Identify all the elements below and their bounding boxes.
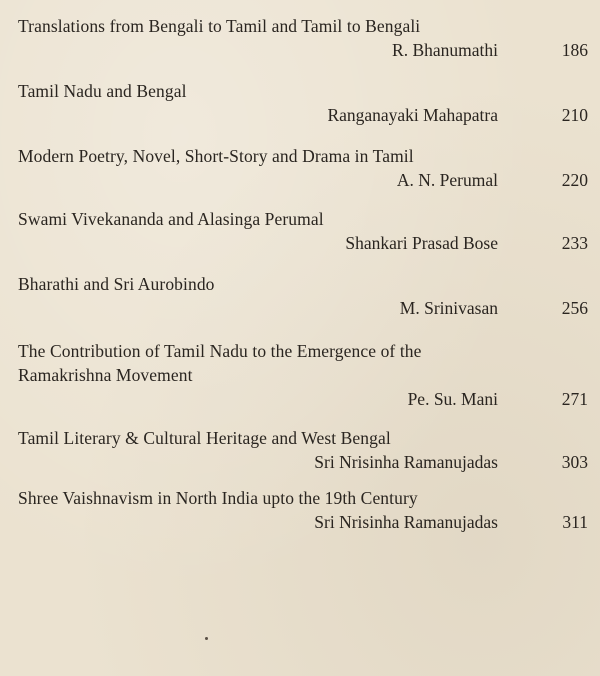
toc-entry — [18, 15, 590, 63]
entry-page-number: 256 — [561, 298, 588, 318]
entry-byline — [18, 169, 590, 193]
entry-page-number: 311 — [562, 512, 588, 532]
toc-entry — [18, 273, 590, 321]
entry-byline — [18, 104, 590, 128]
entry-title: Bharathi and Sri Aurobindo — [18, 274, 215, 294]
entry-title: Shree Vaishnavism in North India upto the 19th Century — [18, 488, 418, 508]
entry-title: Swami Vivekananda and Alasinga Perumal — [18, 209, 324, 229]
entry-author: Ranganayaki Mahapatra — [327, 105, 498, 125]
entry-title: Tamil Nadu and Bengal — [18, 81, 187, 101]
entry-title: Tamil Literary & Cultural Heritage and West Bengal — [18, 428, 391, 448]
toc-entry — [18, 80, 590, 128]
entry-page-number: 303 — [561, 452, 588, 472]
entry-author: M. Srinivasan — [399, 298, 498, 318]
entry-title: The Contribution of Tamil Nadu to the Emergence of the — [18, 341, 422, 361]
entry-byline — [18, 511, 590, 535]
entry-title-continued: Ramakrishna Movement — [18, 365, 193, 385]
entry-byline — [18, 39, 590, 63]
entry-title: Modern Poetry, Novel, Short-Story and Drama in Tamil — [18, 146, 414, 166]
toc-entry — [18, 145, 590, 193]
toc-entry — [18, 208, 590, 256]
entry-page-number: 186 — [561, 40, 588, 60]
toc-entry — [18, 340, 590, 412]
entry-author: Sri Nrisinha Ramanujadas — [314, 512, 498, 532]
entry-page-number: 233 — [561, 233, 588, 253]
entry-page-number: 210 — [561, 105, 588, 125]
toc-entry — [18, 487, 590, 535]
entry-page-number: 220 — [561, 170, 588, 190]
entry-byline — [18, 388, 590, 412]
entry-title: Translations from Bengali to Tamil and Tamil to Bengali — [18, 16, 421, 36]
entry-author: Sri Nrisinha Ramanujadas — [314, 452, 498, 472]
entry-byline — [18, 232, 590, 256]
entry-page-number: 271 — [561, 389, 588, 409]
entry-byline — [18, 451, 590, 475]
entry-author: A. N. Perumal — [396, 170, 498, 190]
entry-author: Shankari Prasad Bose — [345, 233, 498, 253]
entry-byline — [18, 297, 590, 321]
toc-entry — [18, 427, 590, 475]
ink-speck — [205, 637, 208, 640]
entry-author: R. Bhanumathi — [392, 40, 498, 60]
entry-author: Pe. Su. Mani — [407, 389, 498, 409]
